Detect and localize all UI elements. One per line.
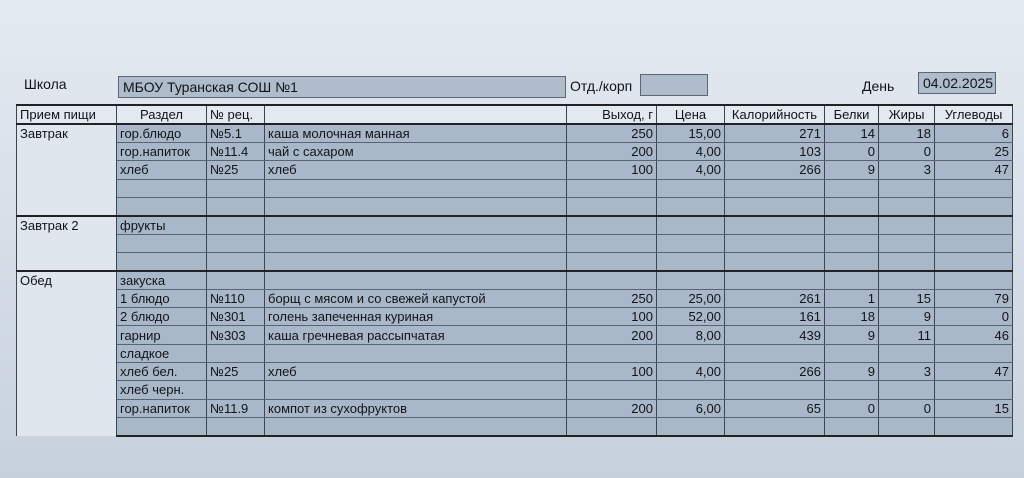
cell-recipe: №11.9	[207, 399, 265, 417]
cell-fat	[879, 252, 935, 270]
col-recipe: № рец.	[207, 105, 265, 124]
cell-fat	[879, 179, 935, 197]
cell-dish	[265, 381, 567, 399]
cell-weight	[567, 197, 657, 215]
cell-kcal	[725, 344, 825, 362]
cell-section: гор.напиток	[117, 143, 207, 161]
col-protein: Белки	[825, 105, 879, 124]
cell-kcal	[725, 417, 825, 435]
cell-protein: 9	[825, 161, 879, 179]
cell-weight	[567, 271, 657, 290]
cell-fat	[879, 216, 935, 235]
cell-price: 25,00	[657, 289, 725, 307]
col-kcal: Калорийность	[725, 105, 825, 124]
cell-recipe	[207, 252, 265, 270]
cell-dish	[265, 417, 567, 435]
cell-price	[657, 381, 725, 399]
cell-kcal: 261	[725, 289, 825, 307]
cell-price: 4,00	[657, 161, 725, 179]
school-field: МБОУ Туранская СОШ №1	[118, 76, 566, 98]
cell-dish	[265, 179, 567, 197]
cell-protein: 0	[825, 399, 879, 417]
cell-kcal: 266	[725, 161, 825, 179]
cell-dish: каша молочная манная	[265, 124, 567, 143]
cell-protein	[825, 252, 879, 270]
cell-dish	[265, 344, 567, 362]
cell-section	[117, 179, 207, 197]
cell-price: 4,00	[657, 362, 725, 380]
col-fat: Жиры	[879, 105, 935, 124]
cell-section: хлеб	[117, 161, 207, 179]
cell-dish: хлеб	[265, 161, 567, 179]
menu-table	[16, 104, 1013, 437]
cell-recipe	[207, 344, 265, 362]
cell-carbs: 6	[935, 124, 1013, 143]
cell-carbs: 15	[935, 399, 1013, 417]
cell-dish	[265, 234, 567, 252]
cell-section: гарнир	[117, 326, 207, 344]
cell-dish	[265, 197, 567, 215]
cell-kcal: 266	[725, 362, 825, 380]
cell-recipe: №5.1	[207, 124, 265, 143]
cell-section: гор.блюдо	[117, 124, 207, 143]
cell-recipe: №303	[207, 326, 265, 344]
cell-recipe: №301	[207, 308, 265, 326]
cell-price: 4,00	[657, 143, 725, 161]
cell-kcal: 65	[725, 399, 825, 417]
cell-fat	[879, 234, 935, 252]
cell-protein: 1	[825, 289, 879, 307]
cell-kcal	[725, 381, 825, 399]
col-meal: Прием пищи	[17, 105, 117, 124]
school-label: Школа	[24, 76, 67, 92]
day-label: День	[862, 78, 895, 94]
table-row	[17, 252, 1013, 270]
cell-price	[657, 197, 725, 215]
cell-recipe	[207, 381, 265, 399]
cell-protein: 9	[825, 326, 879, 344]
cell-section	[117, 417, 207, 435]
cell-price	[657, 417, 725, 435]
cell-protein: 18	[825, 308, 879, 326]
cell-price	[657, 271, 725, 290]
cell-weight	[567, 417, 657, 435]
cell-price	[657, 252, 725, 270]
table-row	[17, 197, 1013, 215]
cell-carbs	[935, 344, 1013, 362]
cell-dish: компот из сухофруктов	[265, 399, 567, 417]
cell-fat: 0	[879, 399, 935, 417]
cell-dish	[265, 271, 567, 290]
table-row	[17, 326, 1013, 344]
table-row	[17, 216, 1013, 235]
table-row	[17, 271, 1013, 290]
cell-kcal	[725, 179, 825, 197]
cell-weight	[567, 179, 657, 197]
cell-weight	[567, 252, 657, 270]
cell-recipe: №11.4	[207, 143, 265, 161]
cell-recipe	[207, 234, 265, 252]
col-carbs: Углеводы	[935, 105, 1013, 124]
table-row	[17, 344, 1013, 362]
cell-carbs: 79	[935, 289, 1013, 307]
cell-carbs: 25	[935, 143, 1013, 161]
cell-kcal	[725, 252, 825, 270]
cell-carbs: 0	[935, 308, 1013, 326]
cell-dish: голень запеченная куриная	[265, 308, 567, 326]
cell-fat: 3	[879, 161, 935, 179]
table-row	[17, 417, 1013, 435]
cell-protein	[825, 197, 879, 215]
cell-fat: 0	[879, 143, 935, 161]
cell-carbs	[935, 216, 1013, 235]
cell-section: 1 блюдо	[117, 289, 207, 307]
cell-kcal	[725, 271, 825, 290]
table-row	[17, 179, 1013, 197]
cell-fat	[879, 344, 935, 362]
cell-weight	[567, 216, 657, 235]
cell-carbs: 47	[935, 161, 1013, 179]
cell-dish	[265, 252, 567, 270]
col-section: Раздел	[117, 105, 207, 124]
table-row	[17, 308, 1013, 326]
cell-dish: каша гречневая рассыпчатая	[265, 326, 567, 344]
cell-recipe: №25	[207, 161, 265, 179]
cell-carbs	[935, 179, 1013, 197]
cell-section: хлеб черн.	[117, 381, 207, 399]
cell-kcal: 161	[725, 308, 825, 326]
cell-weight: 250	[567, 289, 657, 307]
cell-section: фрукты	[117, 216, 207, 235]
cell-section: гор.напиток	[117, 399, 207, 417]
cell-recipe	[207, 417, 265, 435]
cell-dish: борщ с мясом и со свежей капустой	[265, 289, 567, 307]
cell-weight: 200	[567, 399, 657, 417]
cell-protein: 0	[825, 143, 879, 161]
cell-carbs	[935, 271, 1013, 290]
table-row	[17, 289, 1013, 307]
table-row	[17, 399, 1013, 417]
cell-protein	[825, 381, 879, 399]
cell-kcal: 439	[725, 326, 825, 344]
cell-kcal	[725, 216, 825, 235]
cell-weight	[567, 381, 657, 399]
cell-recipe: №110	[207, 289, 265, 307]
cell-protein: 9	[825, 362, 879, 380]
table-row	[17, 362, 1013, 380]
cell-dish: хлеб	[265, 362, 567, 380]
cell-weight	[567, 344, 657, 362]
table-row	[17, 381, 1013, 399]
cell-recipe	[207, 179, 265, 197]
cell-carbs	[935, 417, 1013, 435]
cell-section: закуска	[117, 271, 207, 290]
cell-weight: 200	[567, 326, 657, 344]
cell-fat: 18	[879, 124, 935, 143]
cell-price	[657, 216, 725, 235]
cell-protein	[825, 179, 879, 197]
cell-dish	[265, 216, 567, 235]
table-row	[17, 234, 1013, 252]
cell-price: 8,00	[657, 326, 725, 344]
col-dish	[265, 105, 567, 124]
cell-protein	[825, 344, 879, 362]
cell-kcal	[725, 234, 825, 252]
meal-name: Завтрак	[17, 124, 117, 216]
cell-price: 6,00	[657, 399, 725, 417]
day-field: 04.02.2025	[918, 72, 996, 94]
cell-dish: чай с сахаром	[265, 143, 567, 161]
cell-price	[657, 179, 725, 197]
cell-carbs	[935, 381, 1013, 399]
cell-recipe: №25	[207, 362, 265, 380]
col-price: Цена	[657, 105, 725, 124]
table-row	[17, 143, 1013, 161]
cell-carbs: 46	[935, 326, 1013, 344]
cell-price	[657, 344, 725, 362]
cell-section: сладкое	[117, 344, 207, 362]
cell-fat	[879, 381, 935, 399]
cell-section: хлеб бел.	[117, 362, 207, 380]
cell-weight: 100	[567, 362, 657, 380]
cell-kcal	[725, 197, 825, 215]
cell-kcal: 271	[725, 124, 825, 143]
cell-price: 52,00	[657, 308, 725, 326]
dept-label: Отд./корп	[570, 78, 633, 94]
table-row	[17, 161, 1013, 179]
cell-protein	[825, 216, 879, 235]
col-weight: Выход, г	[567, 105, 657, 124]
cell-weight	[567, 234, 657, 252]
cell-fat: 3	[879, 362, 935, 380]
cell-carbs: 47	[935, 362, 1013, 380]
cell-kcal: 103	[725, 143, 825, 161]
cell-recipe	[207, 216, 265, 235]
cell-recipe	[207, 271, 265, 290]
cell-weight: 200	[567, 143, 657, 161]
cell-protein	[825, 417, 879, 435]
cell-price: 15,00	[657, 124, 725, 143]
table-header-row	[17, 105, 1013, 124]
cell-protein: 14	[825, 124, 879, 143]
cell-price	[657, 234, 725, 252]
cell-carbs	[935, 234, 1013, 252]
cell-protein	[825, 271, 879, 290]
cell-section	[117, 197, 207, 215]
cell-fat: 11	[879, 326, 935, 344]
cell-fat	[879, 271, 935, 290]
cell-section	[117, 252, 207, 270]
dept-field	[640, 74, 708, 96]
cell-fat	[879, 197, 935, 215]
cell-weight: 100	[567, 161, 657, 179]
cell-fat	[879, 417, 935, 435]
cell-carbs	[935, 197, 1013, 215]
cell-carbs	[935, 252, 1013, 270]
cell-section	[117, 234, 207, 252]
meal-name: Завтрак 2	[17, 216, 117, 271]
cell-weight: 250	[567, 124, 657, 143]
cell-section: 2 блюдо	[117, 308, 207, 326]
cell-fat: 15	[879, 289, 935, 307]
cell-weight: 100	[567, 308, 657, 326]
meal-name: Обед	[17, 271, 117, 436]
cell-protein	[825, 234, 879, 252]
cell-recipe	[207, 197, 265, 215]
table-row	[17, 124, 1013, 143]
cell-fat: 9	[879, 308, 935, 326]
